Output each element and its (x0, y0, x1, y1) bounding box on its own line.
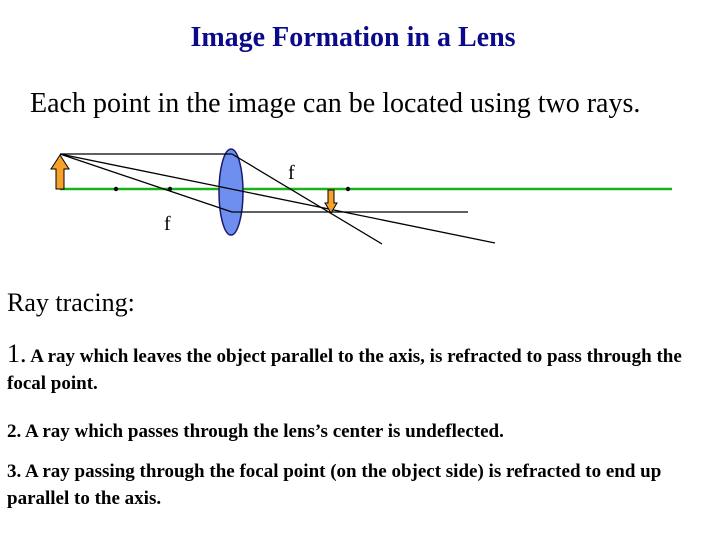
lens (219, 149, 243, 235)
object-arrow (51, 155, 69, 189)
focal-label-left: f (164, 213, 171, 235)
ray-tracing-heading: Ray tracing: (7, 288, 135, 317)
lens-diagram (0, 140, 720, 260)
ray-center (60, 154, 495, 243)
focal-point-dot-left (114, 187, 118, 191)
ray-rule-3: 3. A ray passing through the focal point (on the object side) is refracted to end up parallel to the axis. (7, 461, 662, 509)
ray-rule-1 (7, 340, 712, 397)
slide-title: Image Formation in a Lens (190, 22, 516, 53)
focal-label-right: f (288, 162, 295, 184)
focal-point-dot-right (346, 187, 350, 191)
ray-rule-1-number: 1. (7, 339, 27, 368)
ray-focal-incoming (60, 154, 232, 212)
slide-subtitle: Each point in the image can be located using two rays. (30, 88, 641, 119)
ray-rule-1-text: A ray which leaves the object parallel to the axis, is refracted to pass through the focal point. (7, 346, 682, 394)
ray-parallel-refracted (232, 154, 382, 244)
ray-rule-2: 2. A ray which passes through the lens’s center is undeflected. (7, 421, 504, 442)
image-arrow (325, 190, 337, 213)
